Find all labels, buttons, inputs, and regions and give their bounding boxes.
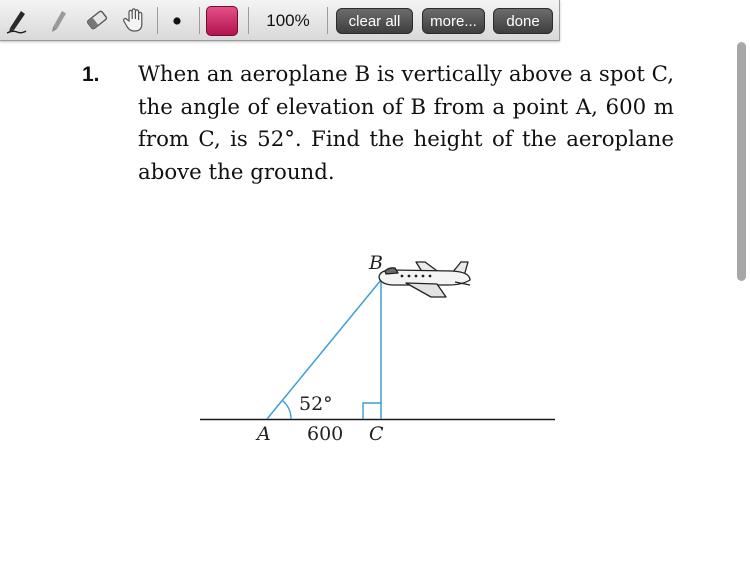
label-c: C (369, 423, 384, 445)
question-text: When an aeroplane B is vertically above a spot C, the angle of elevation of B from a point A, 600 m from C, is 52°. Find the height of the aeroplane above the ground. (138, 62, 674, 185)
angle-arc (282, 401, 291, 420)
right-angle-mark (363, 403, 381, 419)
question-number: 1. (82, 63, 100, 86)
done-button[interactable]: done (493, 8, 553, 34)
clear-all-button[interactable]: clear all (336, 8, 413, 34)
angle-label: 52° (299, 393, 333, 415)
base-length-label: 600 (307, 423, 344, 445)
aeroplane-icon (379, 262, 470, 297)
label-b: B (369, 252, 383, 274)
zoom-level[interactable]: 100% (266, 11, 310, 30)
more-button[interactable]: more... (422, 8, 485, 34)
label-a: A (257, 423, 271, 445)
